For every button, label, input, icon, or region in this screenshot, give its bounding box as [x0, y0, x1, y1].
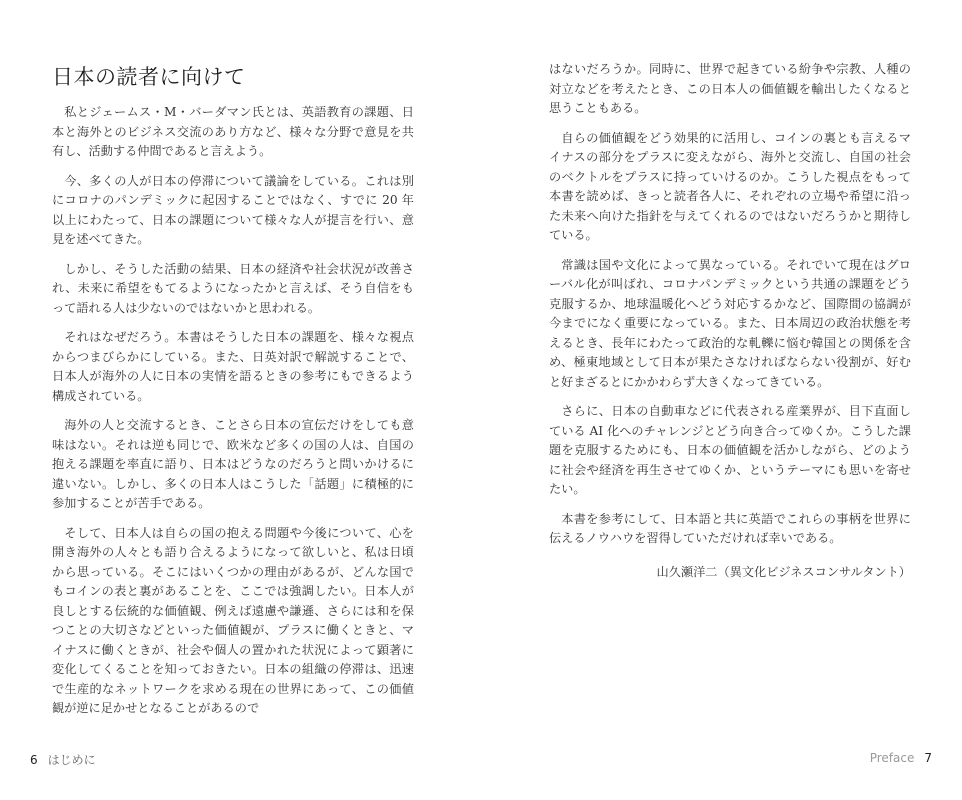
- paragraph: そして、日本人は自らの国の抱える問題や今後について、心を開き海外の人々とも語り合えるようになって欲しいと、私は日頃から思っている。そこにはいくつかの理由があるが、どんな国でもコインの表と裏があることを、ここでは強調したい。日本人が良しとする伝統的な価値観、例えば遠慮や謙遜、さらには和を保つことの大切さなどといった価値観が、プラスに働くときと、マイナスに働くときが、社会や個人の置かれた状況によって顕著に変化してくることを知っておきたい。日本の組織の停滞は、迅速で生産的なネットワークを求める現在の世界にあって、この価値観が逆に足かせとなることがあるので: [52, 525, 414, 715]
- running-head: Preface: [869, 751, 915, 765]
- paragraph: 私とジェームス・M・バーダマン氏とは、英語教育の課題、日本と海外とのビジネス交流のあり方など、様々な分野で意見を共有し、活動する仲間であると言えよう。: [52, 105, 414, 158]
- left-folio: [30, 751, 96, 768]
- running-head: はじめに: [47, 753, 96, 767]
- right-page: [481, 0, 962, 800]
- right-folio: [870, 751, 932, 765]
- paragraph: しかし、そうした活動の結果、日本の経済や社会状況が改善され、未来に希望をもてるようになったかと言えば、そう自信をもって語れる人は少ないのではないかと思われる。: [52, 261, 414, 315]
- page-number: 6: [30, 753, 38, 767]
- paragraph: 常識は国や文化によって異なっている。それでいて現在はグローバル化が叫ばれ、コロナパンデミックという共通の課題をどう克服するか、地球温暖化へどう対応するかなど、国際間の協調が今までになく重要になっている。また、日本周辺の政治状態を考えるとき、長年にわたって政治的な軋轢に悩む韓国との関係を含め、極東地域として日本が果たさなければならない役割が、好むと好まざるとにかかわらず大きくなってきている。: [549, 257, 911, 389]
- paragraph: 今、多くの人が日本の停滞について議論をしている。これは別にコロナのパンデミックに起因することではなく、すでに 20 年以上にわたって、日本の課題について様々な人が提言を行い、意見を述べてきた。: [52, 173, 414, 246]
- paragraph: 自らの価値観をどう効果的に活用し、コインの裏とも言えるマイナスの部分をプラスに変えながら、海外と交流し、自国の社会のベクトルをプラスに持っていけるのか。こうした視点をもって本書を読めば、きっと読者各人に、それぞれの立場や希望に沿った未来へ向けた指針を与えてくれるのではないだろうかと期待している。: [549, 130, 911, 242]
- paragraph: 本書を参考にして、日本語と共に英語でこれらの事柄を世界に伝えるノウハウを習得していただければ幸いである。: [549, 511, 911, 545]
- paragraph-continuation: はないだろうか。同時に、世界で起きている紛争や宗教、人種の対立などを考えたとき、この日本人の価値観を輸出したくなると思うこともある。: [549, 62, 911, 115]
- left-body-text: [52, 103, 414, 729]
- author-signature: 山久瀬洋二（異文化ビジネスコンサルタント）: [656, 564, 911, 579]
- page-number: 7: [924, 751, 932, 765]
- paragraph: それはなぜだろう。本書はそうした日本の課題を、様々な視点からつまびらかにしている。また、日英対訳で解説することで、日本人が海外の人に日本の実情を語るときの参考にもできるよう構成されている。: [52, 330, 414, 403]
- page-title: 日本の読者に向けて: [52, 65, 246, 89]
- paragraph: 海外の人と交流するとき、ことさら日本の宣伝だけをしても意味はない。それは逆も同じで、欧米など多くの国の人は、自国の抱える課題を率直に語り、日本はどうなのだろうと問いかけるに違いない。しかし、多くの日本人はこうした「話題」に積極的に参加することが苦手である。: [52, 418, 414, 510]
- right-body-text: [549, 60, 911, 582]
- paragraph: さらに、日本の自動車などに代表される産業界が、目下直面している AI 化へのチャレンジとどう向き合ってゆくか。こうした課題を克服するためにも、日本の価値観を活かしながら、どのように社会や経済を再生させてゆくか、というテーマにも思いを寄せたい。: [549, 404, 911, 496]
